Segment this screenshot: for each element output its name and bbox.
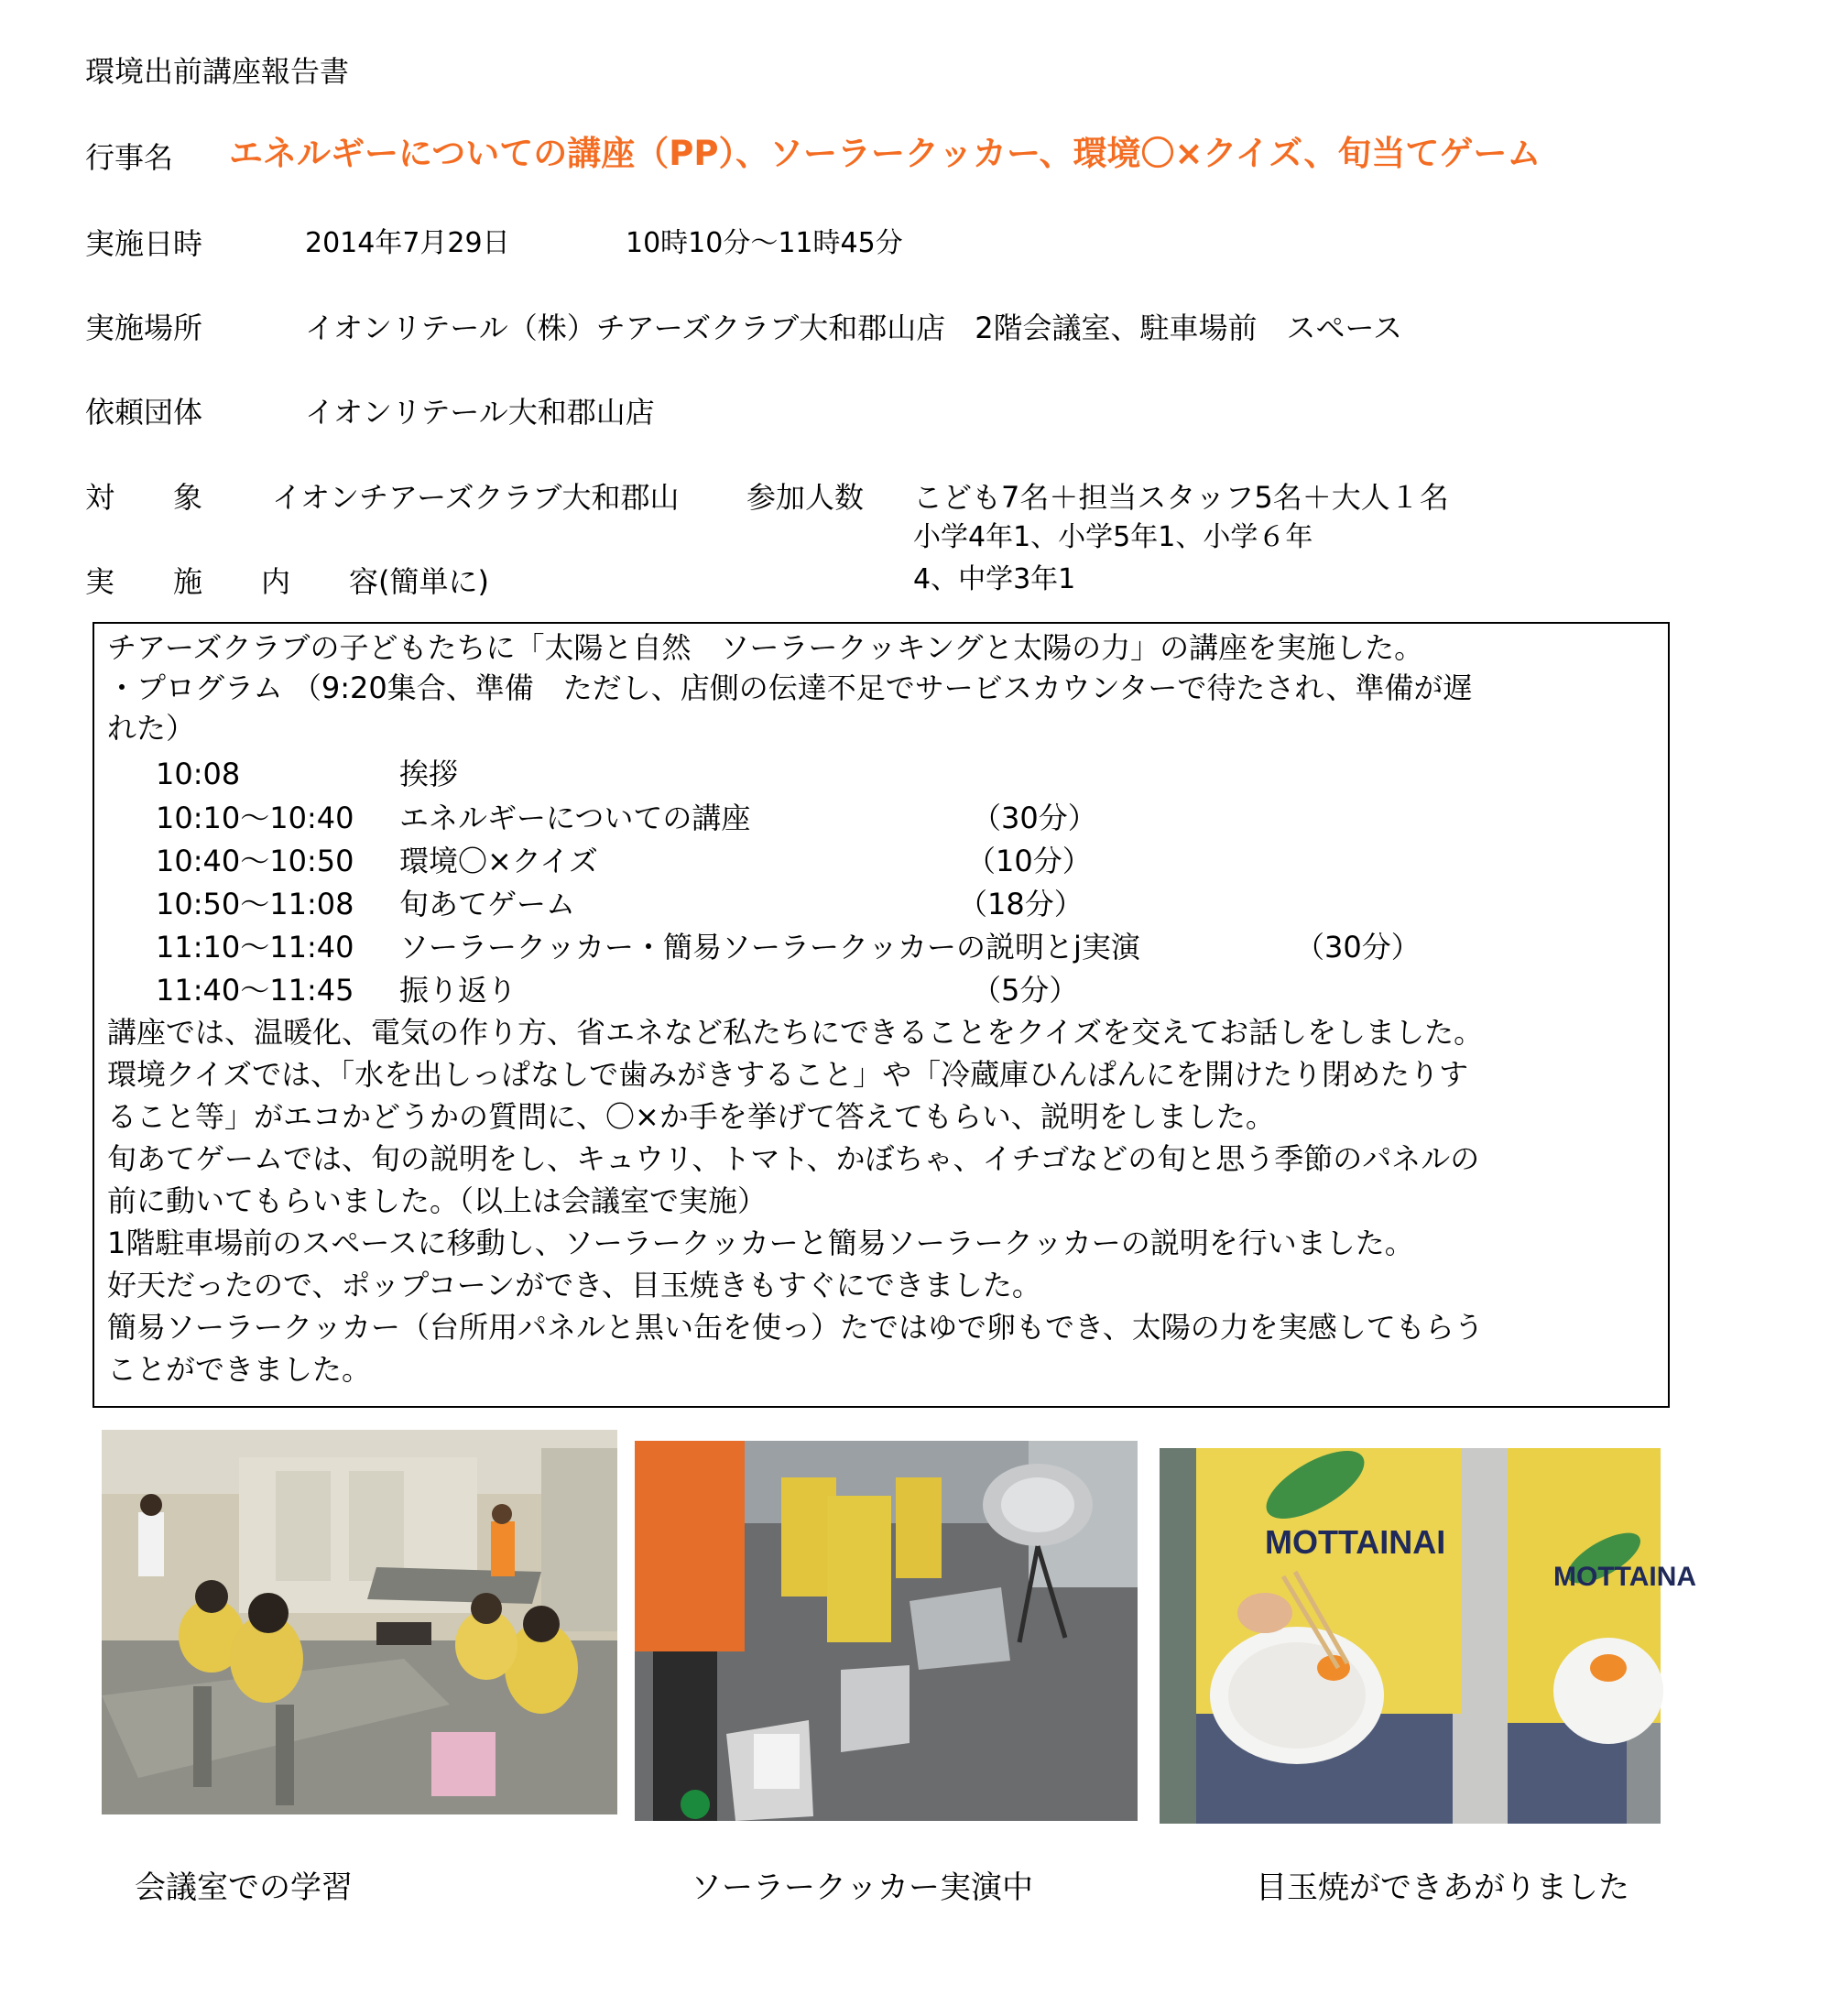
photo-caption: 会議室での学習 bbox=[135, 1869, 353, 1906]
report-line: ことができました。 bbox=[107, 1352, 372, 1387]
date-day: 2014年7月29日 bbox=[305, 227, 510, 259]
target-label: 対 象 bbox=[85, 480, 203, 515]
schedule-duration: （30分） bbox=[972, 801, 1097, 835]
schedule-item: エネルギーについての講座 bbox=[399, 801, 751, 835]
schedule-item: ソーラークッカー・簡易ソーラークッカーの説明とj実演 bbox=[399, 930, 1140, 964]
shirt-print: MOTTAINAI bbox=[1265, 1523, 1446, 1561]
client-label: 依頼団体 bbox=[85, 395, 203, 430]
schedule-duration: （18分） bbox=[958, 887, 1084, 921]
target-value: イオンチアーズクラブ大和郡山 bbox=[272, 480, 680, 515]
schedule-item: 旬あてゲーム bbox=[399, 887, 576, 921]
photo-caption: ソーラークッカー実演中 bbox=[691, 1869, 1033, 1906]
date-label: 実施日時 bbox=[85, 226, 203, 261]
report-line: 1階駐車場前のスペースに移動し、ソーラークッカーと簡易ソーラークッカーの説明を行いました。 bbox=[107, 1226, 1414, 1260]
client-value: イオンリテール大和郡山店 bbox=[305, 395, 655, 430]
event-label: 行事名 bbox=[85, 140, 174, 175]
meeting-room-photo bbox=[102, 1430, 617, 1814]
report-line: 好天だったので、ポップコーンができ、目玉焼きもすぐにできました。 bbox=[107, 1268, 1041, 1302]
schedule-item: 振り返り bbox=[399, 973, 517, 1008]
solar-cooker-photo bbox=[635, 1441, 1138, 1821]
schedule-time: 11:40～11:45 bbox=[156, 973, 354, 1008]
date-time: 10時10分～11時45分 bbox=[626, 227, 903, 259]
participants-detail: 小学4年1、小学5年1、小学６年 bbox=[913, 521, 1313, 553]
event-name: エネルギーについての講座（PP）、ソーラークッカー、環境〇×クイズ、旬当てゲーム bbox=[229, 134, 1541, 173]
content-label: 実 施 内 容(簡単に) bbox=[85, 564, 489, 599]
program-line: ・プログラム （9:20集合、準備 ただし、店側の伝達不足でサービスカウンターで待たされ、準備が遅 bbox=[107, 670, 1473, 705]
schedule-time: 10:40～10:50 bbox=[156, 844, 354, 878]
report-line: 講座では、温暖化、電気の作り方、省エネなど私たちにできることをクイズを交えてお話しをしました。 bbox=[107, 1015, 1484, 1050]
schedule-duration: （30分） bbox=[1295, 930, 1421, 964]
place-value: イオンリテール（株）チアーズクラブ大和郡山店 2階会議室、駐車場前 スペース bbox=[305, 311, 1402, 345]
shirt-print: MOTTAINA bbox=[1553, 1562, 1697, 1592]
schedule-time: 10:10～10:40 bbox=[156, 801, 354, 835]
fried-egg-photo bbox=[1160, 1448, 1697, 1824]
place-label: 実施場所 bbox=[85, 311, 203, 345]
document-title: 環境出前講座報告書 bbox=[85, 54, 350, 89]
content-intro: チアーズクラブの子どもたちに「太陽と自然 ソーラークッキングと太陽の力」の講座を実施した。 bbox=[107, 630, 1424, 665]
schedule-time: 11:10～11:40 bbox=[156, 930, 354, 964]
schedule-duration: （5分） bbox=[972, 973, 1079, 1008]
report-line: 簡易ソーラークッカー（台所用パネルと黒い缶を使っ）たではゆで卵もでき、太陽の力を実感してもらう bbox=[107, 1310, 1484, 1345]
schedule-item: 挨拶 bbox=[399, 757, 459, 791]
report-line: ること等」がエコかどうかの質問に、〇×か手を挙げて答えてもらい、説明をしました。 bbox=[107, 1099, 1275, 1134]
participants-detail: 4、中学3年1 bbox=[913, 563, 1076, 595]
report-line: 環境クイズでは、「水を出しっぱなしで歯みがきすること」や「冷蔵庫ひんぱんにを開けたり閉めたりす bbox=[107, 1057, 1469, 1092]
program-line: れた） bbox=[107, 711, 196, 746]
schedule-item: 環境〇×クイズ bbox=[399, 844, 598, 878]
participants-value: こども7名＋担当スタッフ5名＋大人１名 bbox=[913, 480, 1449, 515]
schedule-time: 10:08 bbox=[156, 757, 241, 791]
participants-label: 参加人数 bbox=[746, 480, 865, 515]
report-line: 前に動いてもらいました。（以上は会議室で実施） bbox=[107, 1183, 768, 1218]
report-line: 旬あてゲームでは、旬の説明をし、キュウリ、トマト、かぼちゃ、イチゴなどの旬と思う季節のパネルの bbox=[107, 1141, 1480, 1176]
photo-caption: 目玉焼ができあがりました bbox=[1256, 1869, 1629, 1906]
schedule-time: 10:50～11:08 bbox=[156, 887, 354, 921]
schedule-duration: （10分） bbox=[966, 844, 1092, 878]
content-box bbox=[93, 622, 1670, 1408]
